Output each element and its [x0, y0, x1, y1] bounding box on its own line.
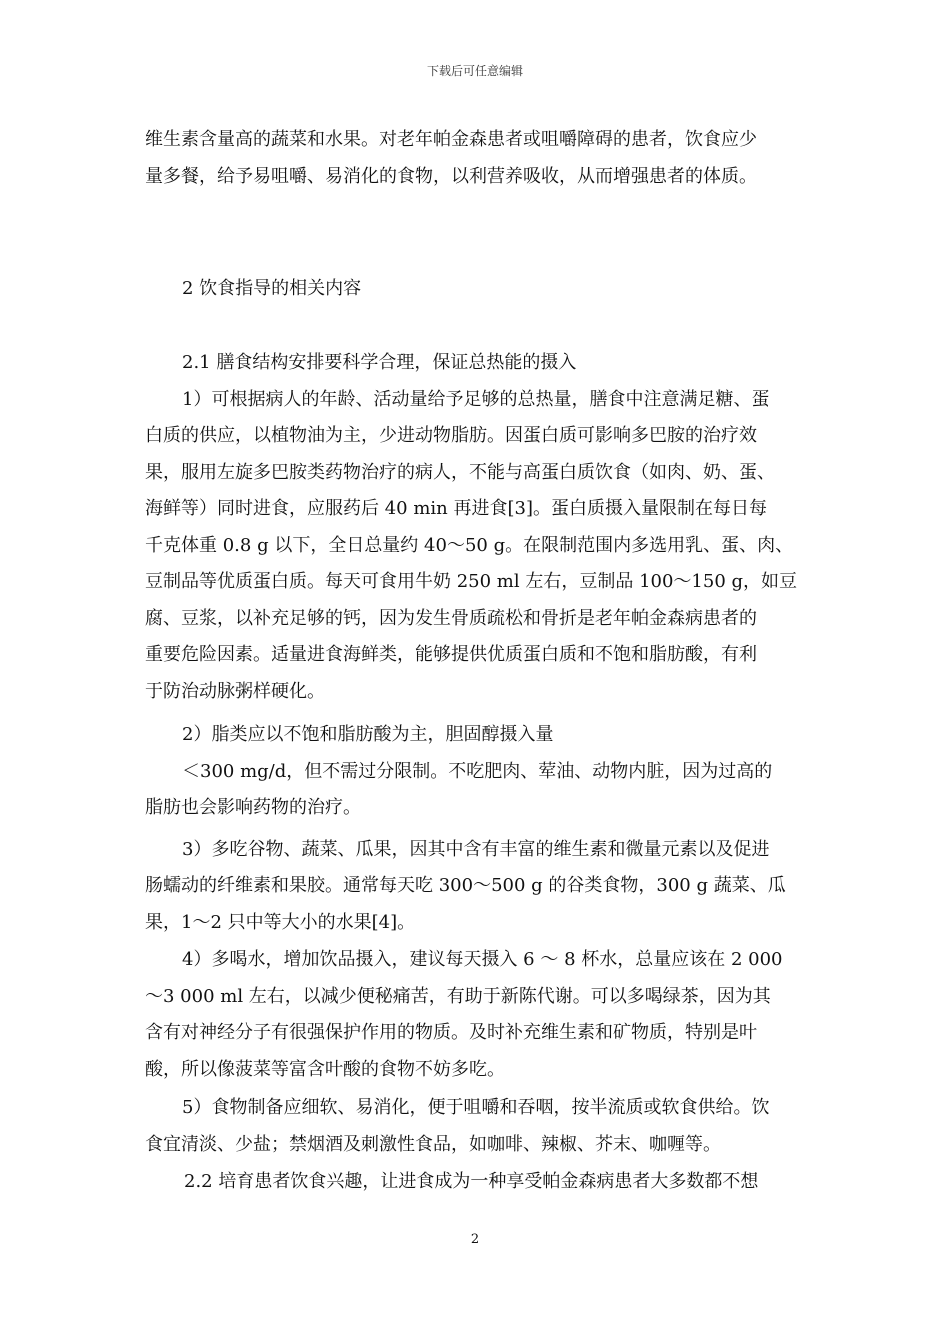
body-line: 肠蠕动的纤维素和果胶。通常每天吃 300～500 g 的谷类食物，300 g 蔬菜、瓜: [145, 875, 786, 896]
body-line: 量多餐，给予易咀嚼、易消化的食物，以利营养吸收，从而增强患者的体质。: [145, 166, 757, 187]
body-line: 维生素含量高的蔬菜和水果。对老年帕金森患者或咀嚼障碍的患者，饮食应少: [145, 129, 757, 150]
body-line: 4）多喝水，增加饮品摄入，建议每天摄入 6 ～ 8 杯水，总量应该在 2 000: [182, 949, 783, 970]
body-line: ～3 000 ml 左右，以减少便秘痛苦，有助于新陈代谢。可以多喝绿茶，因为其: [145, 986, 771, 1007]
page-header: 下载后可任意编辑: [426, 64, 523, 78]
page-number: 2: [470, 1232, 480, 1247]
body-line: 食宜清淡、少盐；禁烟酒及刺激性食品，如咖啡、辣椒、芥末、咖喱等。: [145, 1134, 721, 1155]
body-line: 酸，所以像菠菜等富含叶酸的食物不妨多吃。: [145, 1059, 505, 1080]
body-line: 白质的供应，以植物油为主，少进动物脂肪。因蛋白质可影响多巴胺的治疗效: [145, 425, 757, 446]
body-line: 果，1～2 只中等大小的水果[4]。: [145, 912, 416, 933]
body-line: ＜300 mg/d，但不需过分限制。不吃肥肉、荤油、动物内脏，因为过高的: [182, 761, 773, 782]
subsection-heading: 2.1 膳食结构安排要科学合理，保证总热能的摄入: [182, 352, 577, 373]
body-line: 海鲜等）同时进食，应服药后 40 min 再进食[3]。蛋白质摄入量限制在每日每: [145, 498, 767, 519]
body-line: 2）脂类应以不饱和脂肪酸为主，胆固醇摄入量: [182, 724, 554, 745]
subsection-heading: 2.2 培育患者饮食兴趣，让进食成为一种享受帕金森病患者大多数都不想: [184, 1171, 759, 1192]
body-line: 含有对神经分子有很强保护作用的物质。及时补充维生素和矿物质，特别是叶: [145, 1022, 757, 1043]
body-line: 豆制品等优质蛋白质。每天可食用牛奶 250 ml 左右，豆制品 100～150 g，如豆: [145, 571, 798, 592]
body-line: 重要危险因素。适量进食海鲜类，能够提供优质蛋白质和不饱和脂肪酸，有利: [145, 644, 757, 665]
body-line: 于防治动脉粥样硬化。: [145, 681, 325, 702]
section-heading: 2 饮食指导的相关内容: [182, 278, 362, 299]
body-line: 脂肪也会影响药物的治疗。: [145, 797, 361, 818]
body-line: 1）可根据病人的年龄、活动量给予足够的总热量，膳食中注意满足糖、蛋: [182, 389, 770, 410]
body-line: 3）多吃谷物、蔬菜、瓜果，因其中含有丰富的维生素和微量元素以及促进: [182, 839, 770, 860]
body-line: 5）食物制备应细软、易消化，便于咀嚼和吞咽，按半流质或软食供给。饮: [182, 1097, 770, 1118]
body-line: 千克体重 0.8 g 以下，全日总量约 40～50 g。在限制范围内多选用乳、蛋、肉、: [145, 535, 794, 556]
body-line: 腐、豆浆，以补充足够的钙，因为发生骨质疏松和骨折是老年帕金森病患者的: [145, 608, 757, 629]
body-line: 果，服用左旋多巴胺类药物治疗的病人，不能与高蛋白质饮食（如肉、奶、蛋、: [145, 462, 775, 483]
